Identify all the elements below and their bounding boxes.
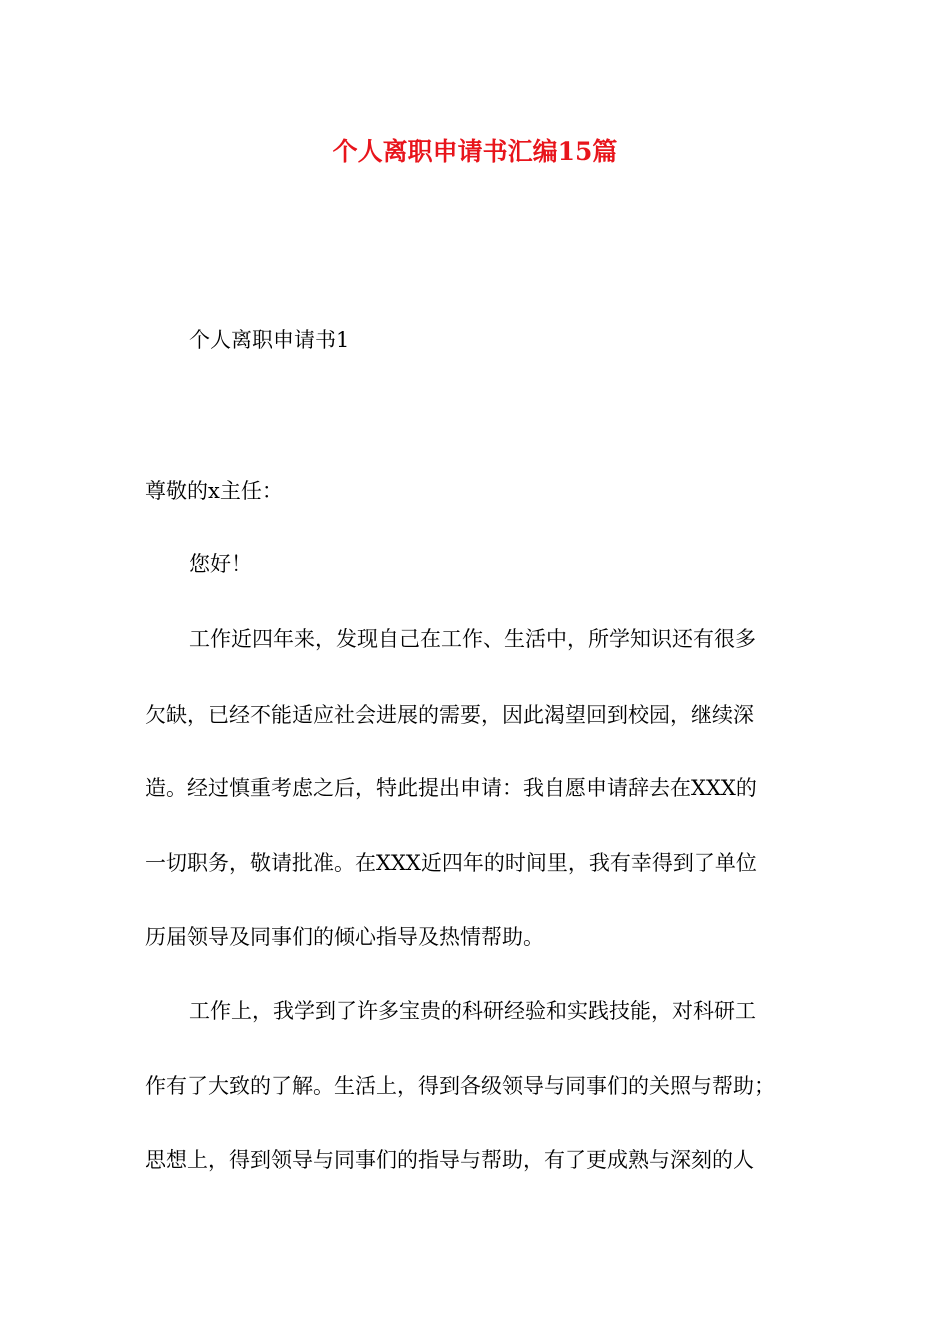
section-heading: 个人离职申请书1 — [189, 328, 350, 352]
body-line: 一切职务，敬请批准。在XXX近四年的时间里，我有幸得到了单位 — [145, 851, 757, 875]
greeting: 您好！ — [189, 552, 252, 576]
body-line: 工作上，我学到了许多宝贵的科研经验和实践技能，对科研工 — [189, 999, 756, 1023]
body-line: 工作近四年来，发现自己在工作、生活中，所学知识还有很多 — [189, 627, 756, 651]
document-title: 个人离职申请书汇编15篇 — [332, 137, 618, 166]
body-line: 思想上，得到领导与同事们的指导与帮助，有了更成熟与深刻的人 — [145, 1148, 754, 1172]
body-line: 历届领导及同事们的倾心指导及热情帮助。 — [145, 925, 544, 949]
body-line: 造。经过慎重考虑之后，特此提出申请：我自愿申请辞去在XXX的 — [145, 776, 757, 800]
body-line: 欠缺，已经不能适应社会进展的需要，因此渴望回到校园，继续深 — [145, 703, 754, 727]
body-line: 作有了大致的了解。生活上，得到各级领导与同事们的关照与帮助； — [145, 1074, 775, 1098]
salutation: 尊敬的x主任： — [145, 479, 283, 503]
